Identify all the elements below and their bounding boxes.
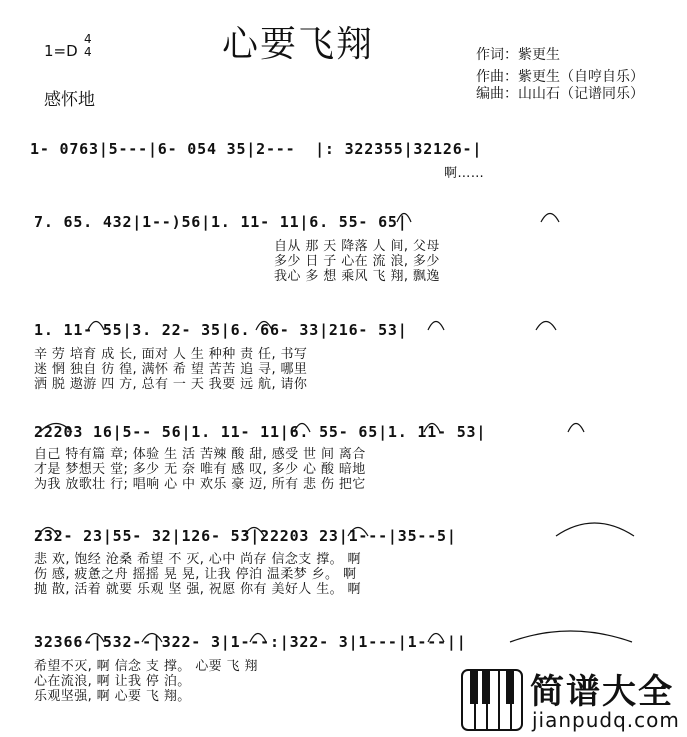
lyricist-credit: 作词：紫更生 (476, 47, 560, 63)
slur (510, 631, 632, 642)
slur (556, 523, 634, 536)
score-line-2-lyric-3: 我心 多 想 乘风 飞 翔, 飘逸 (274, 269, 440, 284)
score-line-3-notes: 1. 11- 55|3. 22- 35|6. 66- 33|216- 53| (34, 321, 408, 339)
watermark-logo (460, 664, 685, 736)
slur (244, 528, 264, 537)
score-line-4-lyric-3: 为我 放歌壮 行; 唱响 心 中 欢乐 豪 迈, 所有 悲 伤 把它 (34, 477, 366, 492)
score-line-4-lyric-1: 自己 特有篇 章; 体验 生 活 苦辣 酸 甜, 感受 世 间 离合 (34, 447, 366, 462)
score-line-4-notes: 22203 16|5-- 56|1. 11- 11|6. 55- 65|1. 11- 53| (34, 423, 487, 441)
slur (38, 528, 58, 537)
slur (256, 322, 272, 331)
slur (568, 424, 584, 433)
arranger-credit: 编曲：山山石（记谱同乐） (476, 86, 644, 102)
score-line-6-lyric-3: 乐观坚强, 啊 心要 飞 翔。 (34, 689, 191, 704)
score-line-5-notes: 232- 23|55- 32|126- 53|22203 23|1---|35--5| (34, 527, 457, 545)
song-title: 心要飞翔 (222, 24, 375, 65)
slur (250, 634, 266, 643)
score-line-5-lyric-1: 悲 欢, 饱经 沧桑 希望 不 灭, 心中 尚存 信念支 撑。 啊 (34, 552, 361, 567)
tempo-mood: 感怀地 (44, 90, 95, 110)
slur (428, 322, 444, 331)
score-line-4-lyric-2: 才是 梦想天 堂; 多少 无 奈 唯有 感 叹, 多少 心 酸 暗地 (34, 462, 366, 477)
composer-credit: 作曲：紫更生（自哼自乐） (476, 69, 644, 85)
watermark-name: 简谱大全 (530, 672, 674, 712)
slur (541, 214, 559, 223)
score-line-2-lyric-1: 自从 那 天 降落 人 间, 父母 (274, 239, 440, 254)
slur (397, 214, 411, 223)
slur (424, 424, 440, 433)
key-signature: 1=D (44, 42, 78, 60)
score-line-1-lyric-1: 啊…… (444, 166, 485, 181)
watermark-url: jianpudq.com (532, 708, 680, 732)
score-line-3-lyric-3: 洒 脱 遨游 四 方, 总有 一 天 我要 远 航, 请你 (34, 377, 308, 392)
slur (40, 424, 72, 433)
score-line-5-lyric-3: 抛 散, 活着 就要 乐观 坚 强, 祝愿 你有 美好人 生。 啊 (34, 582, 361, 597)
time-signature-bottom: 4 (84, 45, 92, 59)
slur (86, 634, 104, 643)
score-line-1-notes: 1- 0763|5---|6- 054 35|2--- |: 322355|32126-| (30, 140, 483, 158)
score-line-3-lyric-1: 辛 劳 培育 成 长, 面对 人 生 种种 责 任, 书写 (34, 347, 308, 362)
slur (536, 322, 556, 331)
slur (142, 634, 162, 643)
score-line-2-notes: 7. 65. 432|1--)56|1. 11- 11|6. 55- 65| (34, 213, 408, 231)
slur (294, 424, 310, 433)
score-line-6-lyric-1: 希望不灭, 啊 信念 支 撑。 心要 飞 翔 (34, 659, 258, 674)
score-line-3-lyric-2: 迷 惘 独自 彷 徨, 满怀 希 望 苦苦 追 寻, 哪里 (34, 362, 308, 377)
time-signature-top: 4 (84, 32, 92, 46)
slur (428, 634, 444, 643)
slur (88, 322, 104, 331)
piano-keys-icon (460, 668, 524, 732)
slur (348, 528, 368, 537)
score-line-2-lyric-2: 多少 日 子 心在 流 浪, 多少 (274, 254, 440, 269)
score-line-6-notes: 32366-|532--|322- 3|1---:|322- 3|1---|1---|| (34, 633, 467, 651)
score-line-5-lyric-2: 伤 感, 疲惫之舟 摇摇 晃 晃, 让我 停泊 温柔梦 乡。 啊 (34, 567, 357, 582)
score-line-6-lyric-2: 心在流浪, 啊 让我 停 泊。 (34, 674, 191, 689)
